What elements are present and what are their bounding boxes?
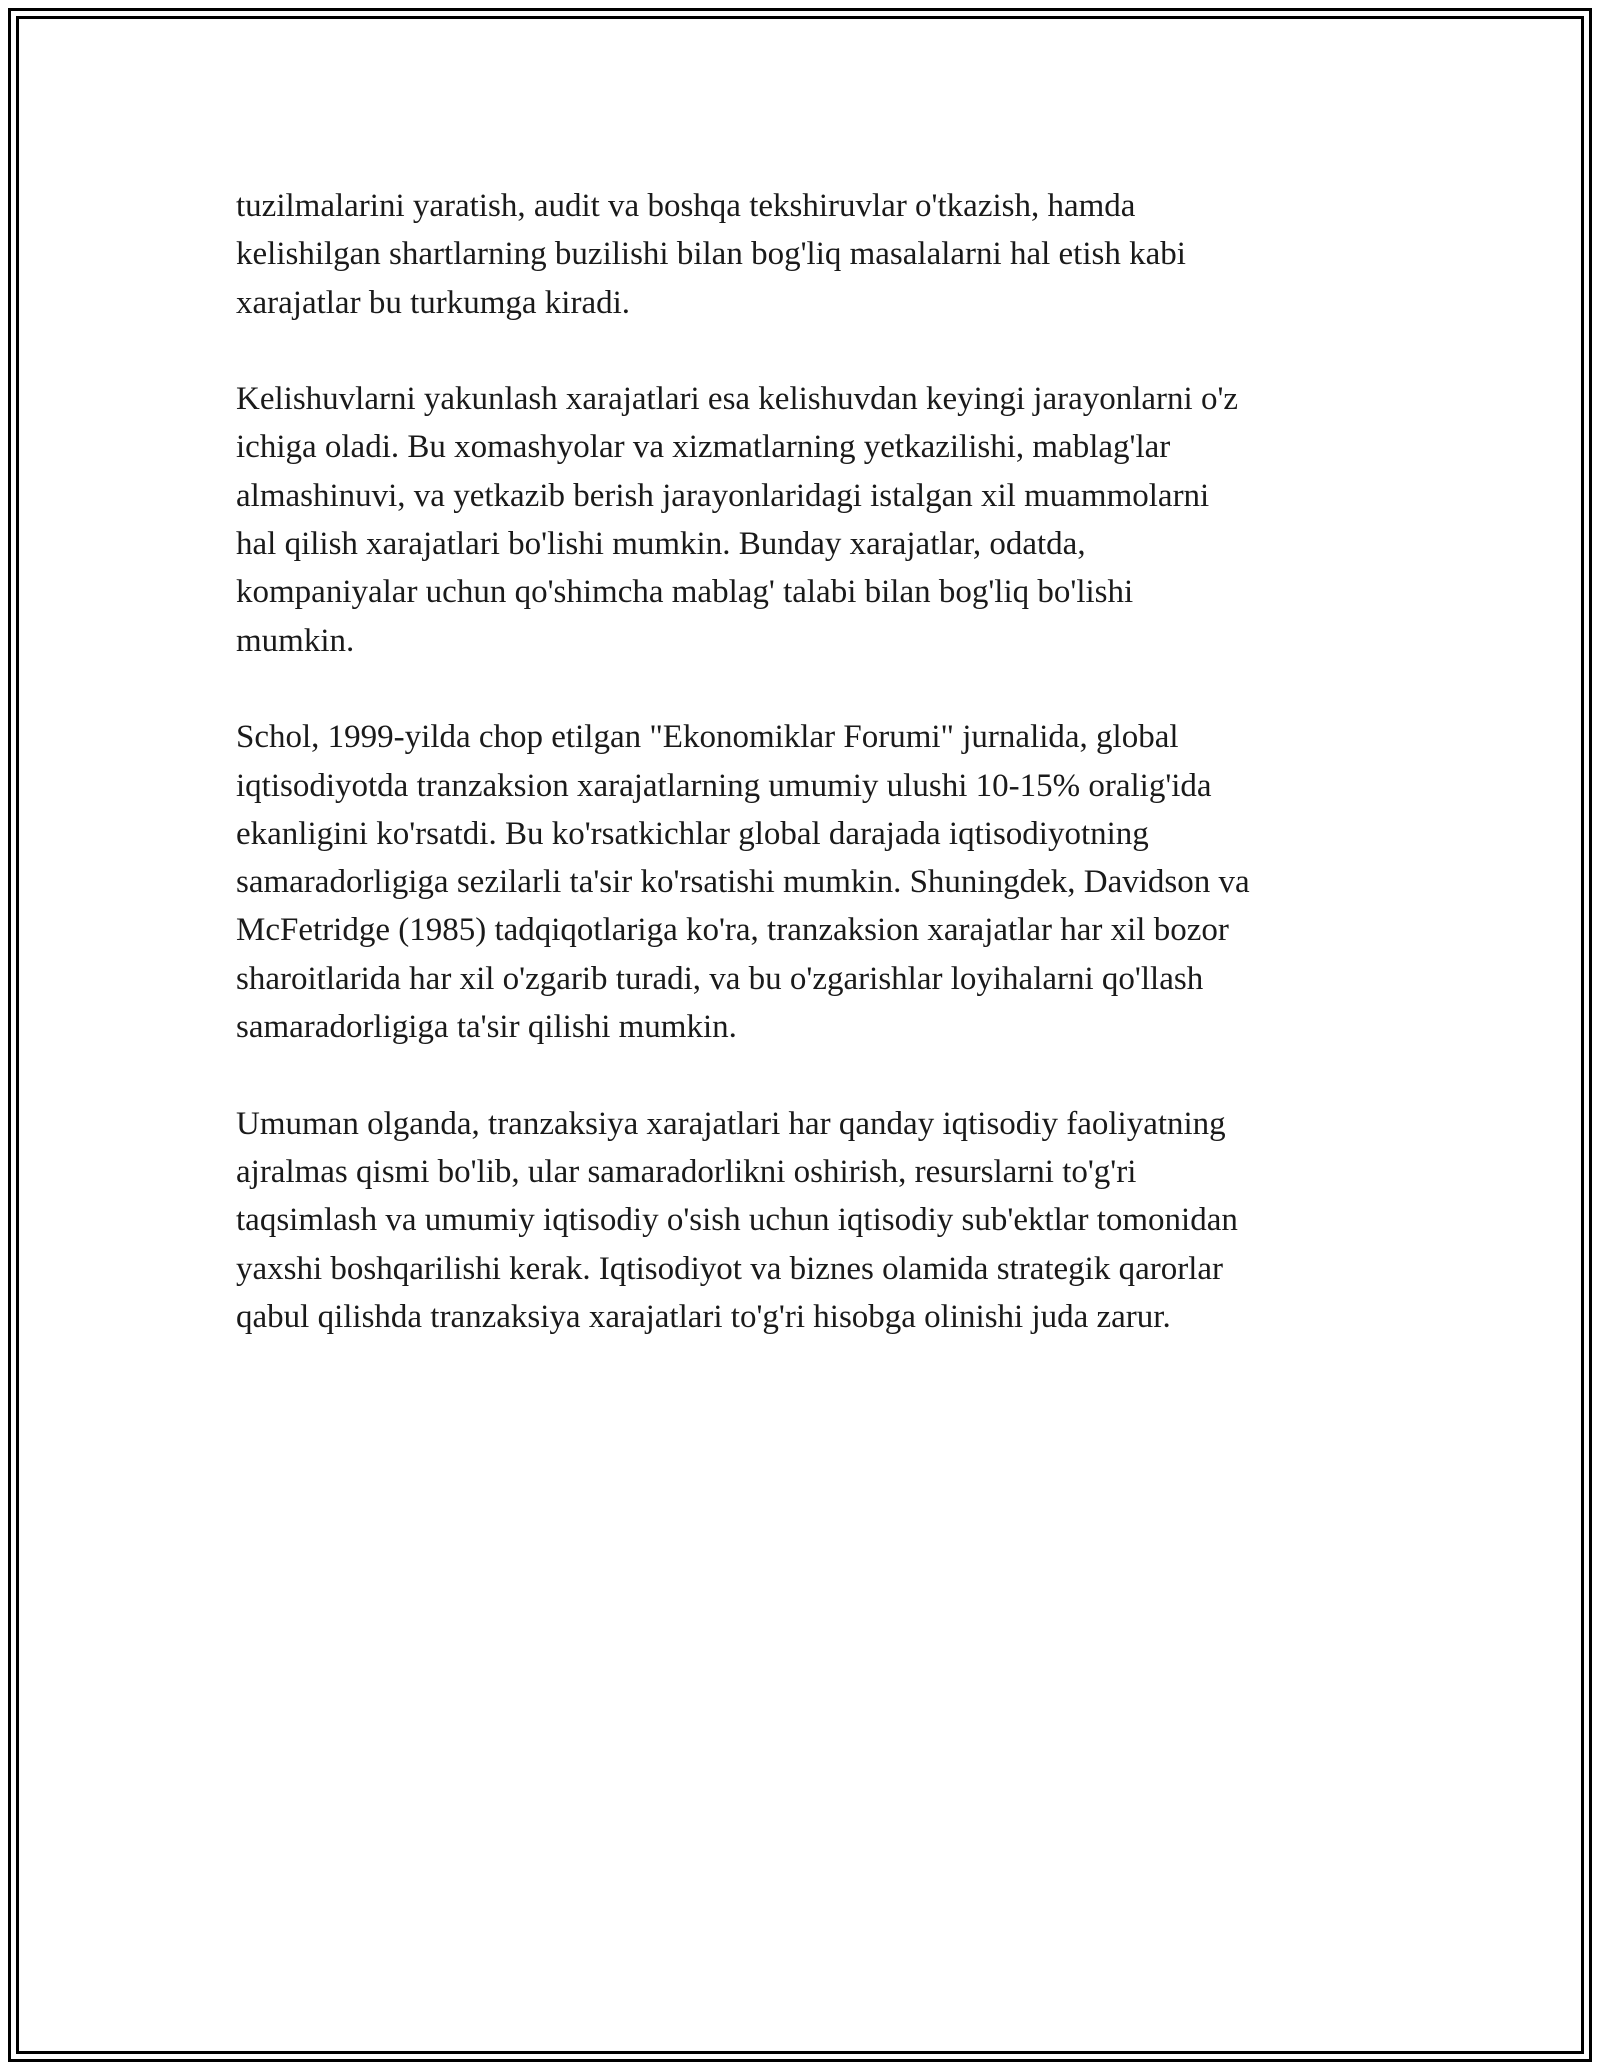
document-body	[236, 182, 1376, 1389]
text-line: kelishilgan shartlarning buzilishi bilan bog'liq masalalarni hal etish kabi	[236, 236, 1186, 273]
text-line: Schol, 1999-yilda chop etilgan "Ekonomiklar Forumi" jurnalida, global	[236, 719, 1179, 756]
text-line: qabul qilishda tranzaksiya xarajatlari to'g'ri hisobga olinishi juda zarur.	[236, 1298, 1171, 1335]
text-line: ajralmas qismi bo'lib, ular samaradorlikni oshirish, resurslarni to'g'ri	[236, 1153, 1137, 1190]
text-line: xarajatlar bu turkumga kiradi.	[236, 284, 631, 321]
text-line: almashinuvi, va yetkazib berish jarayonlaridagi istalgan xil muammolarni	[236, 477, 1210, 514]
text-line: iqtisodiyotda tranzaksion xarajatlarning umumiy ulushi 10-15% oralig'ida	[236, 767, 1212, 804]
paragraph	[236, 375, 1376, 665]
text-line: yaxshi boshqarilishi kerak. Iqtisodiyot va biznes olamida strategik qarorlar	[236, 1250, 1224, 1287]
text-line: kompaniyalar uchun qo'shimcha mablag' talabi bilan bog'liq bo'lishi	[236, 574, 1134, 611]
paragraph	[236, 182, 1376, 327]
text-line: Umuman olganda, tranzaksiya xarajatlari har qanday iqtisodiy faoliyatning	[236, 1105, 1226, 1142]
text-line: mumkin.	[236, 622, 355, 659]
text-line: ichiga oladi. Bu xomashyolar va xizmatlarning yetkazilishi, mablag'lar	[236, 429, 1171, 466]
text-line: tuzilmalarini yaratish, audit va boshqa tekshiruvlar o'tkazish, hamda	[236, 188, 1136, 224]
text-line: samaradorligiga sezilarli ta'sir ko'rsatishi mumkin. Shuningdek, Davidson va	[236, 864, 1250, 901]
text-line: McFetridge (1985) tadqiqotlariga ko'ra, tranzaksion xarajatlar har xil bozor	[236, 912, 1229, 949]
paragraph	[236, 1100, 1376, 1341]
paragraph	[236, 713, 1376, 1051]
text-line: taqsimlash va umumiy iqtisodiy o'sish uchun iqtisodiy sub'ektlar tomonidan	[236, 1202, 1238, 1239]
text-line: sharoitlarida har xil o'zgarib turadi, va bu o'zgarishlar loyihalarni qo'llash	[236, 960, 1204, 997]
text-line: Kelishuvlarni yakunlash xarajatlari esa kelishuvdan keyingi jarayonlarni o'z	[236, 381, 1239, 418]
text-line: ekanligini ko'rsatdi. Bu ko'rsatkichlar global darajada iqtisodiyotning	[236, 815, 1149, 852]
text-line: hal qilish xarajatlari bo'lishi mumkin. Bunday xarajatlar, odatda,	[236, 526, 1086, 563]
text-line: samaradorligiga ta'sir qilishi mumkin.	[236, 1009, 737, 1046]
